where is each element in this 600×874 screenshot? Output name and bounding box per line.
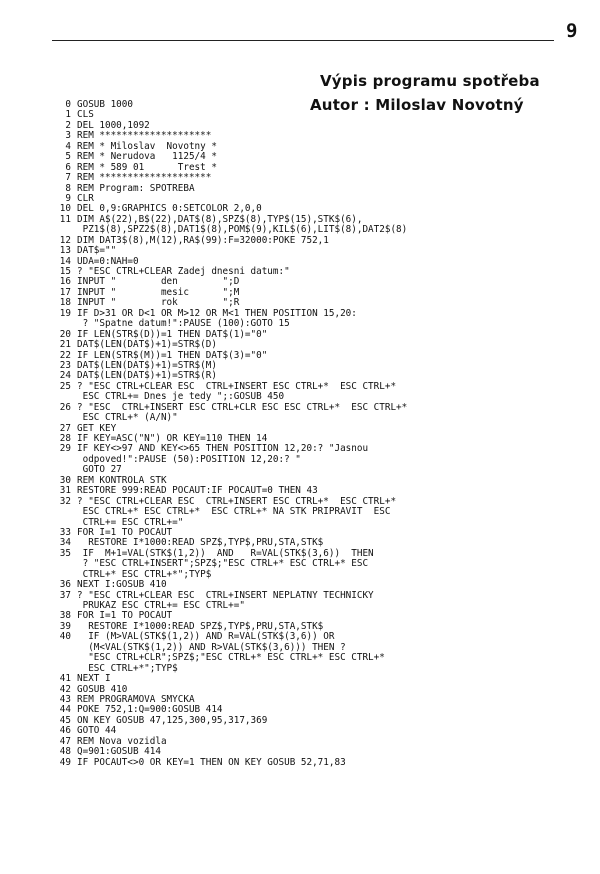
code-text: GOTO 27	[77, 464, 122, 476]
code-text: REM * Nerudova 1125/4 *	[77, 151, 217, 163]
code-text: RESTORE I*1000:READ SPZ$,TYP$,PRU,STA,STK$	[77, 620, 324, 632]
line-number: 38	[59, 610, 71, 622]
code-text: ? "ESC CTRL+CLEAR Zadej dnesni datum:"	[77, 266, 290, 277]
code-text: ? "ESC CTRL+CLEAR ESC CTRL+INSERT ESC CTRL+* ESC CTRL+*	[77, 380, 397, 392]
code-text: INPUT " rok ";R	[77, 297, 240, 309]
page-title: Výpis programu spotřeba	[320, 72, 540, 90]
code-text: UDA=0:NAH=0	[77, 255, 139, 267]
code-text: (M<VAL(STK$(1,2)) AND R>VAL(STK$(3,6))) THEN ?	[77, 641, 346, 653]
line-number: 44	[59, 704, 71, 716]
line-number: 35	[59, 547, 71, 559]
code-text: ESC CTRL+* (A/N)"	[77, 412, 178, 424]
line-number: 31	[59, 485, 71, 497]
code-text: DIM DAT3$(8),M(12),RA$(99):F=32000:POKE 752,1	[77, 234, 329, 246]
line-number: 45	[59, 714, 71, 726]
line-number: 6	[65, 161, 71, 173]
line-number	[58, 653, 77, 663]
line-number: 5	[65, 151, 71, 163]
line-number: 10	[59, 203, 71, 215]
line-number: 33	[59, 526, 71, 538]
code-text: PRUKAZ ESC CTRL+= ESC CTRL+="	[77, 600, 245, 611]
code-line	[58, 664, 588, 674]
code-text: ESC CTRL+*";TYP$	[77, 662, 178, 674]
code-text: odpoved!":PAUSE (50):POSITION 12,20:? "	[77, 453, 301, 465]
code-text: REM Program: SPOTREBA	[77, 182, 195, 194]
line-number: 11	[59, 213, 71, 225]
line-number: 2	[65, 119, 71, 131]
code-text: INPUT " mesic ";M	[77, 286, 240, 298]
code-text: DAT$(LEN(DAT$)+1)=STR$(M)	[77, 359, 217, 371]
line-number: 30	[59, 474, 71, 486]
line-number: 39	[59, 620, 71, 632]
code-text: REM * Miloslav Novotny *	[77, 140, 217, 152]
line-number	[58, 507, 77, 517]
code-text: ? "ESC CTRL+INSERT";SPZ$;"ESC CTRL+* ESC CTRL+* ESC	[77, 558, 369, 570]
code-text: IF (M>VAL(STK$(1,2)) AND R=VAL(STK$(3,6)) OR	[77, 631, 335, 643]
code-text: Q=901:GOSUB 414	[77, 746, 161, 758]
line-number: 22	[59, 349, 71, 361]
line-number: 18	[59, 297, 71, 309]
code-text: REM ********************	[77, 172, 212, 184]
code-line	[58, 507, 588, 517]
line-number: 41	[59, 673, 71, 685]
line-number: 28	[59, 433, 71, 444]
line-number	[58, 643, 77, 653]
code-text: REM PROGRAMOVA SMYCKA	[77, 693, 195, 705]
code-text: NEXT I	[77, 673, 111, 685]
line-number: 46	[59, 725, 71, 737]
line-number: 47	[59, 735, 71, 747]
line-number: 16	[59, 276, 71, 288]
line-number: 40	[59, 631, 71, 643]
code-text: FOR I=1 TO POCAUT	[77, 526, 173, 538]
line-number: 17	[59, 286, 71, 298]
line-number: 4	[65, 140, 71, 152]
code-line	[58, 246, 588, 256]
code-text: RESTORE I*1000:READ SPZ$,TYP$,PRU,STA,STK$	[77, 537, 324, 549]
code-text: IF LEN(STR$(M))=1 THEN DAT$(3)="0"	[77, 349, 268, 361]
line-number: 0	[65, 99, 71, 110]
code-text: CLR	[77, 192, 94, 204]
code-text: ESC CTRL+* ESC CTRL+* ESC CTRL+* NA STK PRIPRAVIT ESC	[77, 506, 391, 518]
code-text: IF KEY=ASC("N") OR KEY=110 THEN 14	[77, 433, 268, 444]
line-number: 32	[59, 495, 71, 507]
line-number: 20	[59, 328, 71, 340]
line-number: 13	[59, 245, 71, 257]
line-number: 12	[59, 234, 71, 246]
code-text: GOSUB 410	[77, 683, 128, 695]
code-text: PZ1$(8),SPZ2$(8),DAT1$(8),POM$(9),KIL$(6),LIT$(8),DAT2$(8)	[77, 224, 408, 236]
page-number: 9	[566, 20, 578, 42]
code-text: CLS	[77, 109, 94, 121]
code-text: DEL 0,9:GRAPHICS 0:SETCOLOR 2,0,0	[77, 203, 262, 215]
code-text: GET KEY	[77, 422, 117, 434]
line-number: 15	[59, 266, 71, 277]
line-number: 27	[59, 422, 71, 434]
line-number: 43	[59, 693, 71, 705]
code-line	[58, 236, 588, 246]
line-number: 14	[59, 255, 71, 267]
code-text: ? "ESC CTRL+INSERT ESC CTRL+CLR ESC ESC CTRL+* ESC CTRL+*	[77, 401, 408, 413]
line-number: 36	[59, 579, 71, 591]
line-number: 25	[59, 380, 71, 392]
code-text: DAT$=""	[77, 245, 117, 257]
code-line	[58, 100, 588, 110]
line-number: 23	[59, 359, 71, 371]
line-number: 34	[59, 537, 71, 549]
code-text: FOR I=1 TO POCAUT	[77, 610, 173, 622]
code-text: IF D>31 OR D<1 OR M>12 OR M<1 THEN POSITION 15,20:	[77, 307, 357, 319]
code-text: DIM A$(22),B$(22),DAT$(8),SPZ$(8),TYP$(15),STK$(6),	[77, 213, 363, 225]
code-text: ON KEY GOSUB 47,125,300,95,317,369	[77, 714, 268, 726]
code-text: DAT$(LEN(DAT$)+1)=STR$(R)	[77, 370, 217, 382]
line-number: 42	[59, 683, 71, 695]
line-number: 49	[59, 756, 71, 768]
line-number: 3	[65, 130, 71, 142]
code-text: DEL 1000,1092	[77, 119, 150, 131]
line-number: 19	[59, 307, 71, 319]
line-number: 24	[59, 370, 71, 382]
program-listing	[58, 100, 588, 768]
code-text: NEXT I:GOSUB 410	[77, 579, 167, 591]
code-line	[58, 173, 588, 183]
code-line	[58, 455, 588, 465]
code-text: ? "ESC CTRL+CLEAR ESC CTRL+INSERT NEPLATNY TECHNICKY	[77, 589, 374, 601]
code-text: RESTORE 999:READ POCAUT:IF POCAUT=0 THEN 43	[77, 485, 318, 497]
code-text: DAT$(LEN(DAT$)+1)=STR$(D)	[77, 339, 217, 351]
author-line: Autor : Miloslav Novotný	[310, 96, 524, 114]
code-text: GOSUB 1000	[77, 99, 133, 110]
line-number: 8	[65, 182, 71, 194]
line-number	[58, 455, 77, 465]
code-text: ESC CTRL+= Dnes je tedy ";:GOSUB 450	[77, 391, 285, 403]
line-number: 48	[59, 746, 71, 758]
code-text: CTRL+= ESC CTRL+="	[77, 516, 184, 528]
line-number	[58, 413, 77, 423]
code-text: REM ********************	[77, 130, 212, 142]
code-line	[58, 580, 588, 590]
code-text: ? "ESC CTRL+CLEAR ESC CTRL+INSERT ESC CTRL+* ESC CTRL+*	[77, 495, 397, 507]
header-rule	[52, 40, 554, 41]
line-number	[58, 559, 77, 569]
line-number: 37	[59, 589, 71, 601]
code-text: IF POCAUT<>0 OR KEY=1 THEN ON KEY GOSUB 52,71,83	[77, 756, 346, 768]
code-line	[58, 413, 588, 423]
code-line	[58, 674, 588, 684]
line-number: 29	[59, 443, 71, 455]
code-line	[58, 747, 588, 757]
code-text: IF KEY<>97 AND KEY<>65 THEN POSITION 12,20:? "Jasnou	[77, 443, 369, 455]
line-number: 21	[59, 339, 71, 351]
code-text: ? "Spatne datum!":PAUSE (100):GOTO 15	[77, 318, 290, 330]
line-number: 7	[65, 172, 71, 184]
line-number: 9	[65, 192, 71, 204]
code-line	[58, 716, 588, 726]
code-line	[58, 184, 588, 194]
code-text: REM Nova vozidla	[77, 735, 167, 747]
code-text: REM * 589 01 Trest *	[77, 161, 217, 173]
code-text: REM KONTROLA STK	[77, 474, 167, 486]
code-text: "ESC CTRL+CLR";SPZ$;"ESC CTRL+* ESC CTRL+* ESC CTRL+*	[77, 652, 385, 664]
line-number: 26	[59, 401, 71, 413]
code-text: POKE 752,1:Q=900:GOSUB 414	[77, 704, 223, 716]
code-text: IF M+1=VAL(STK$(1,2)) AND R=VAL(STK$(3,6)) THEN	[77, 547, 374, 559]
line-number: 1	[65, 109, 71, 121]
code-line	[58, 340, 588, 350]
code-text: INPUT " den ";D	[77, 276, 240, 288]
code-text: CTRL+* ESC CTRL+*";TYP$	[77, 568, 212, 580]
code-text: IF LEN(STR$(D))=1 THEN DAT$(1)="0"	[77, 328, 268, 340]
code-text: GOTO 44	[77, 725, 117, 737]
code-line	[58, 758, 588, 768]
